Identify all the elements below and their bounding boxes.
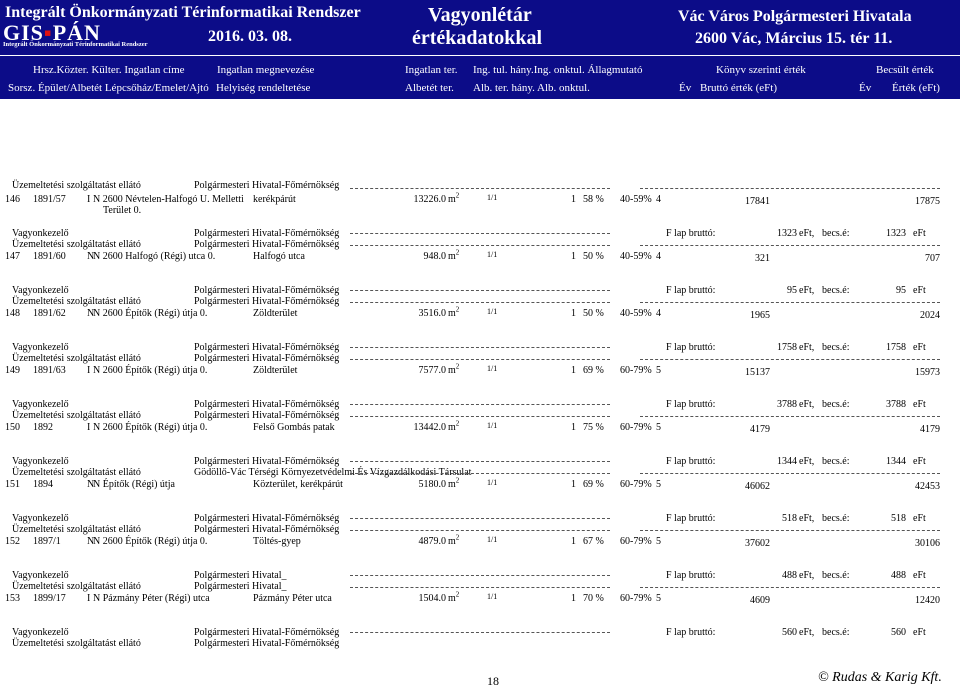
operator-value: Gödöllő-Vác Térségi Környezetvédelmi És Vízgazdálkodási Társulat bbox=[194, 467, 472, 478]
col-albetet: Albetét ter. bbox=[405, 82, 454, 94]
record-year: 4 bbox=[656, 194, 661, 205]
flap-label: F lap bruttó: bbox=[666, 456, 716, 467]
record-name: Pázmány Péter utca bbox=[253, 593, 332, 604]
record-hrsz: 1899/17 bbox=[33, 593, 66, 604]
flap-eft: eFt, bbox=[799, 285, 815, 296]
manager-value: Polgármesteri Hivatal-Főmérnökség bbox=[194, 228, 340, 239]
gispan-logo: GIS▪PÁN Integrált Önkormányzati Térinformatikai Rendszer bbox=[3, 20, 148, 48]
record-kk: I bbox=[87, 422, 91, 433]
col-ev2: Év bbox=[859, 82, 872, 94]
flap-label: F lap bruttó: bbox=[666, 285, 716, 296]
record-percent: 70 % bbox=[583, 593, 604, 604]
record-allagmutato: 60-79% bbox=[620, 593, 652, 604]
flap-value: 1344 bbox=[777, 456, 797, 467]
row-separator bbox=[350, 587, 610, 588]
flap-becs-value: 488 bbox=[891, 570, 906, 581]
record-year: 5 bbox=[656, 479, 661, 490]
row-separator bbox=[350, 233, 610, 234]
record-unit: $m^2$ bbox=[448, 590, 460, 604]
record-address: N 2600 Építők (Régi) útja 0. bbox=[93, 365, 208, 376]
record-share: 1/1 bbox=[487, 250, 498, 259]
record-book-value: 15137 bbox=[745, 367, 770, 378]
col-brutto: Bruttó érték (eFt) bbox=[700, 82, 777, 94]
record-year: 5 bbox=[656, 422, 661, 433]
record-share: 1/1 bbox=[487, 193, 498, 202]
record-name: Zöldterület bbox=[253, 308, 298, 319]
record-share: 1/1 bbox=[487, 478, 498, 487]
record-allagmutato: 60-79% bbox=[620, 479, 652, 490]
row-separator bbox=[350, 245, 610, 246]
flap-becs-value: 518 bbox=[891, 513, 906, 524]
record-estimated-value: 42453 bbox=[915, 481, 940, 492]
record-onktul: 1 bbox=[571, 593, 576, 604]
row-separator bbox=[350, 404, 610, 405]
record-allagmutato: 40-59% bbox=[620, 194, 652, 205]
record-year: 4 bbox=[656, 308, 661, 319]
operator-label: Üzemeltetési szolgáltatást ellátó bbox=[12, 353, 141, 364]
record-address: N 2600 Névtelen-Halfogó U. Melletti bbox=[93, 194, 244, 205]
operator-value: Polgármesteri Hivatal-Főmérnökség bbox=[194, 410, 340, 421]
operator-label: Üzemeltetési szolgáltatást ellátó bbox=[12, 296, 141, 307]
record-share: 1/1 bbox=[487, 364, 498, 373]
row-separator bbox=[350, 473, 610, 474]
record-percent: 69 % bbox=[583, 479, 604, 490]
record-hrsz: 1897/1 bbox=[33, 536, 61, 547]
flap-eft-2: eFt bbox=[913, 456, 926, 467]
record-name: Töltés-gyep bbox=[253, 536, 301, 547]
record-book-value: 46062 bbox=[745, 481, 770, 492]
record-area: 13226.0 bbox=[413, 194, 446, 205]
record-number: 151 bbox=[5, 479, 20, 490]
record-unit: $m^2$ bbox=[448, 362, 460, 376]
row-separator bbox=[350, 575, 610, 576]
record-number: 149 bbox=[5, 365, 20, 376]
operator-value: Polgármesteri Hivatal-Főmérnökség bbox=[194, 296, 340, 307]
record-unit: $m^2$ bbox=[448, 533, 460, 547]
flap-becs-value: 560 bbox=[891, 627, 906, 638]
record-kk: N bbox=[87, 251, 95, 262]
copyright: © Rudas & Karig Kft. bbox=[818, 670, 942, 685]
flap-eft-2: eFt bbox=[913, 627, 926, 638]
institution-address: 2600 Vác, Március 15. tér 11. bbox=[695, 30, 893, 47]
row-separator bbox=[640, 302, 940, 303]
record-number: 152 bbox=[5, 536, 20, 547]
col-becsult: Becsült érték bbox=[876, 64, 934, 76]
record-unit: $m^2$ bbox=[448, 476, 460, 490]
record-kk: I bbox=[87, 365, 91, 376]
flap-value: 1323 bbox=[777, 228, 797, 239]
record-area: 948.0 bbox=[423, 251, 446, 262]
operator-label: Üzemeltetési szolgáltatást ellátó bbox=[12, 581, 141, 592]
manager-value: Polgármesteri Hivatal-Főmérnökség bbox=[194, 285, 340, 296]
record-name: Felső Gombás patak bbox=[253, 422, 335, 433]
flap-value: 518 bbox=[782, 513, 797, 524]
operator-label: Üzemeltetési szolgáltatást ellátó bbox=[12, 638, 141, 649]
col-hrsz: Hrsz.Közter. Külter. Ingatlan címe bbox=[33, 64, 185, 76]
record-area: 13442.0 bbox=[413, 422, 446, 433]
manager-label: Vagyonkezelő bbox=[12, 570, 69, 581]
manager-label: Vagyonkezelő bbox=[12, 342, 69, 353]
record-name: kerékpárút bbox=[253, 194, 296, 205]
operator-value: Polgármesteri Hivatal-Főmérnökség bbox=[194, 638, 340, 649]
row-separator bbox=[640, 359, 940, 360]
manager-value: Polgármesteri Hivatal-Főmérnökség bbox=[194, 399, 340, 410]
record-allagmutato: 40-59% bbox=[620, 308, 652, 319]
record-name: Zöldterület bbox=[253, 365, 298, 376]
institution-name: Vác Város Polgármesteri Hivatala bbox=[678, 8, 912, 25]
record-hrsz: 1892 bbox=[33, 422, 53, 433]
operator-label: Üzemeltetési szolgáltatást ellátó bbox=[12, 239, 141, 250]
top-uz-label: Üzemeltetési szolgáltatást ellátó bbox=[12, 180, 141, 191]
row-separator bbox=[350, 359, 610, 360]
flap-eft: eFt, bbox=[799, 627, 815, 638]
manager-value: Polgármesteri Hivatal-Főmérnökség bbox=[194, 456, 340, 467]
record-percent: 69 % bbox=[583, 365, 604, 376]
row-separator bbox=[350, 302, 610, 303]
record-area: 5180.0 bbox=[418, 479, 446, 490]
record-share: 1/1 bbox=[487, 421, 498, 430]
record-percent: 50 % bbox=[583, 251, 604, 262]
row-separator bbox=[350, 518, 610, 519]
flap-eft-2: eFt bbox=[913, 399, 926, 410]
col-konyv: Könyv szerinti érték bbox=[716, 64, 806, 76]
flap-eft: eFt, bbox=[799, 456, 815, 467]
flap-becs-value: 1758 bbox=[886, 342, 906, 353]
record-kk: I bbox=[87, 593, 91, 604]
row-separator bbox=[640, 587, 940, 588]
flap-eft: eFt, bbox=[799, 513, 815, 524]
flap-eft-2: eFt bbox=[913, 513, 926, 524]
flap-eft-2: eFt bbox=[913, 285, 926, 296]
record-hrsz: 1894 bbox=[33, 479, 53, 490]
operator-value: Polgármesteri Hivatal-Főmérnökség bbox=[194, 353, 340, 364]
record-onktul: 1 bbox=[571, 251, 576, 262]
record-year: 5 bbox=[656, 536, 661, 547]
record-onktul: 1 bbox=[571, 308, 576, 319]
manager-label: Vagyonkezelő bbox=[12, 513, 69, 524]
record-address: N 2600 Építők (Régi) útja 0. bbox=[93, 308, 208, 319]
record-allagmutato: 60-79% bbox=[620, 365, 652, 376]
system-title: Integrált Önkormányzati Térinformatikai Rendszer bbox=[5, 4, 361, 21]
record-percent: 58 % bbox=[583, 194, 604, 205]
flap-label: F lap bruttó: bbox=[666, 342, 716, 353]
record-number: 153 bbox=[5, 593, 20, 604]
record-allagmutato: 60-79% bbox=[620, 536, 652, 547]
row-separator bbox=[350, 347, 610, 348]
record-estimated-value: 12420 bbox=[915, 595, 940, 606]
flap-becs-value: 95 bbox=[896, 285, 906, 296]
record-book-value: 1965 bbox=[750, 310, 770, 321]
manager-value: Polgármesteri Hivatal-Főmérnökség bbox=[194, 513, 340, 524]
report-date: 2016. 03. 08. bbox=[208, 28, 292, 45]
report-title-2: értékadatokkal bbox=[412, 27, 542, 49]
record-unit: $m^2$ bbox=[448, 191, 460, 205]
flap-becs: becs.é: bbox=[822, 342, 850, 353]
record-share: 1/1 bbox=[487, 535, 498, 544]
flap-value: 95 bbox=[787, 285, 797, 296]
record-number: 150 bbox=[5, 422, 20, 433]
row-separator bbox=[350, 461, 610, 462]
record-hrsz: 1891/57 bbox=[33, 194, 66, 205]
record-onktul: 1 bbox=[571, 536, 576, 547]
flap-label: F lap bruttó: bbox=[666, 399, 716, 410]
col-ter: Ingatlan ter. bbox=[405, 64, 458, 76]
record-address: N 2600 Halfogó (Régi) utca 0. bbox=[93, 251, 216, 262]
record-onktul: 1 bbox=[571, 194, 576, 205]
operator-label: Üzemeltetési szolgáltatást ellátó bbox=[12, 410, 141, 421]
operator-value: Polgármesteri Hivatal_ bbox=[194, 581, 287, 592]
flap-becs: becs.é: bbox=[822, 513, 850, 524]
flap-becs: becs.é: bbox=[822, 570, 850, 581]
flap-label: F lap bruttó: bbox=[666, 627, 716, 638]
page-number: 18 bbox=[487, 674, 499, 688]
record-hrsz: 1891/60 bbox=[33, 251, 66, 262]
flap-becs-value: 1344 bbox=[886, 456, 906, 467]
record-book-value: 4609 bbox=[750, 595, 770, 606]
record-name: Halfogó utca bbox=[253, 251, 305, 262]
record-area: 3516.0 bbox=[418, 308, 446, 319]
manager-label: Vagyonkezelő bbox=[12, 627, 69, 638]
record-year: 5 bbox=[656, 593, 661, 604]
record-onktul: 1 bbox=[571, 365, 576, 376]
operator-value: Polgármesteri Hivatal-Főmérnökség bbox=[194, 524, 340, 535]
flap-becs-value: 1323 bbox=[886, 228, 906, 239]
record-book-value: 321 bbox=[755, 253, 770, 264]
flap-value: 560 bbox=[782, 627, 797, 638]
record-share: 1/1 bbox=[487, 592, 498, 601]
col-ev1: Év bbox=[679, 82, 692, 94]
record-percent: 67 % bbox=[583, 536, 604, 547]
record-kk: N bbox=[87, 479, 95, 490]
record-hrsz: 1891/62 bbox=[33, 308, 66, 319]
row-separator bbox=[350, 530, 610, 531]
flap-eft: eFt, bbox=[799, 399, 815, 410]
flap-value: 1758 bbox=[777, 342, 797, 353]
col-helyiseg: Helyiség rendeltetése bbox=[216, 82, 311, 94]
flap-eft: eFt, bbox=[799, 570, 815, 581]
record-allagmutato: 60-79% bbox=[620, 422, 652, 433]
record-address-2: Terület 0. bbox=[103, 205, 142, 216]
record-book-value: 37602 bbox=[745, 538, 770, 549]
manager-label: Vagyonkezelő bbox=[12, 228, 69, 239]
record-year: 4 bbox=[656, 251, 661, 262]
row-separator bbox=[640, 416, 940, 417]
flap-becs-value: 3788 bbox=[886, 399, 906, 410]
col-alb: Alb. ter. hány. Alb. onktul. bbox=[473, 82, 590, 94]
col-sorsz: Sorsz. Épület/Albetét Lépcsőház/Emelet/Ajtó bbox=[8, 82, 209, 94]
flap-value: 3788 bbox=[777, 399, 797, 410]
record-hrsz: 1891/63 bbox=[33, 365, 66, 376]
manager-label: Vagyonkezelő bbox=[12, 285, 69, 296]
row-separator bbox=[640, 530, 940, 531]
record-kk: N bbox=[87, 308, 95, 319]
record-area: 1504.0 bbox=[418, 593, 446, 604]
record-address: N Pázmány Péter (Régi) utca bbox=[93, 593, 210, 604]
row-separator bbox=[350, 632, 610, 633]
record-estimated-value: 4179 bbox=[920, 424, 940, 435]
record-estimated-value: 2024 bbox=[920, 310, 940, 321]
record-onktul: 1 bbox=[571, 479, 576, 490]
row-separator bbox=[350, 416, 610, 417]
manager-label: Vagyonkezelő bbox=[12, 456, 69, 467]
record-number: 147 bbox=[5, 251, 20, 262]
col-ertek: Érték (eFt) bbox=[892, 82, 940, 94]
row-separator bbox=[640, 245, 940, 246]
flap-eft: eFt, bbox=[799, 228, 815, 239]
record-address: N Építők (Régi) útja bbox=[93, 479, 175, 490]
record-book-value: 17841 bbox=[745, 196, 770, 207]
record-name: Közterület, kerékpárút bbox=[253, 479, 343, 490]
operator-value: Polgármesteri Hivatal-Főmérnökség bbox=[194, 239, 340, 250]
operator-label: Üzemeltetési szolgáltatást ellátó bbox=[12, 467, 141, 478]
col-megnev: Ingatlan megnevezése bbox=[217, 64, 315, 76]
record-allagmutato: 40-59% bbox=[620, 251, 652, 262]
record-kk: N bbox=[87, 536, 95, 547]
record-year: 5 bbox=[656, 365, 661, 376]
flap-becs: becs.é: bbox=[822, 399, 850, 410]
flap-becs: becs.é: bbox=[822, 285, 850, 296]
flap-label: F lap bruttó: bbox=[666, 228, 716, 239]
row-separator bbox=[640, 188, 940, 189]
flap-becs: becs.é: bbox=[822, 456, 850, 467]
manager-value: Polgármesteri Hivatal-Főmérnökség bbox=[194, 342, 340, 353]
record-onktul: 1 bbox=[571, 422, 576, 433]
record-estimated-value: 17875 bbox=[915, 196, 940, 207]
flap-eft-2: eFt bbox=[913, 342, 926, 353]
record-area: 4879.0 bbox=[418, 536, 446, 547]
flap-eft-2: eFt bbox=[913, 570, 926, 581]
manager-label: Vagyonkezelő bbox=[12, 399, 69, 410]
record-kk: I bbox=[87, 194, 91, 205]
flap-eft-2: eFt bbox=[913, 228, 926, 239]
report-title-1: Vagyonlétár bbox=[428, 4, 532, 26]
row-separator bbox=[640, 473, 940, 474]
manager-value: Polgármesteri Hivatal-Főmérnökség bbox=[194, 627, 340, 638]
row-separator bbox=[350, 188, 610, 189]
operator-label: Üzemeltetési szolgáltatást ellátó bbox=[12, 524, 141, 535]
record-percent: 75 % bbox=[583, 422, 604, 433]
record-book-value: 4179 bbox=[750, 424, 770, 435]
record-unit: $m^2$ bbox=[448, 248, 460, 262]
record-estimated-value: 30106 bbox=[915, 538, 940, 549]
flap-value: 488 bbox=[782, 570, 797, 581]
record-unit: $m^2$ bbox=[448, 305, 460, 319]
record-estimated-value: 15973 bbox=[915, 367, 940, 378]
flap-label: F lap bruttó: bbox=[666, 570, 716, 581]
flap-becs: becs.é: bbox=[822, 228, 850, 239]
flap-eft: eFt, bbox=[799, 342, 815, 353]
record-area: 7577.0 bbox=[418, 365, 446, 376]
col-ing: Ing. tul. hány.Ing. onktul. Állagmutató bbox=[473, 64, 643, 76]
manager-value: Polgármesteri Hivatal_ bbox=[194, 570, 287, 581]
record-share: 1/1 bbox=[487, 307, 498, 316]
flap-becs: becs.é: bbox=[822, 627, 850, 638]
top-uz-value: Polgármesteri Hivatal-Főmérnökség bbox=[194, 180, 340, 191]
record-percent: 50 % bbox=[583, 308, 604, 319]
record-number: 148 bbox=[5, 308, 20, 319]
record-unit: $m^2$ bbox=[448, 419, 460, 433]
record-address: N 2600 Építők (Régi) útja 0. bbox=[93, 422, 208, 433]
record-estimated-value: 707 bbox=[925, 253, 940, 264]
record-number: 146 bbox=[5, 194, 20, 205]
flap-label: F lap bruttó: bbox=[666, 513, 716, 524]
record-address: N 2600 Építők (Régi) útja 0. bbox=[93, 536, 208, 547]
row-separator bbox=[350, 290, 610, 291]
